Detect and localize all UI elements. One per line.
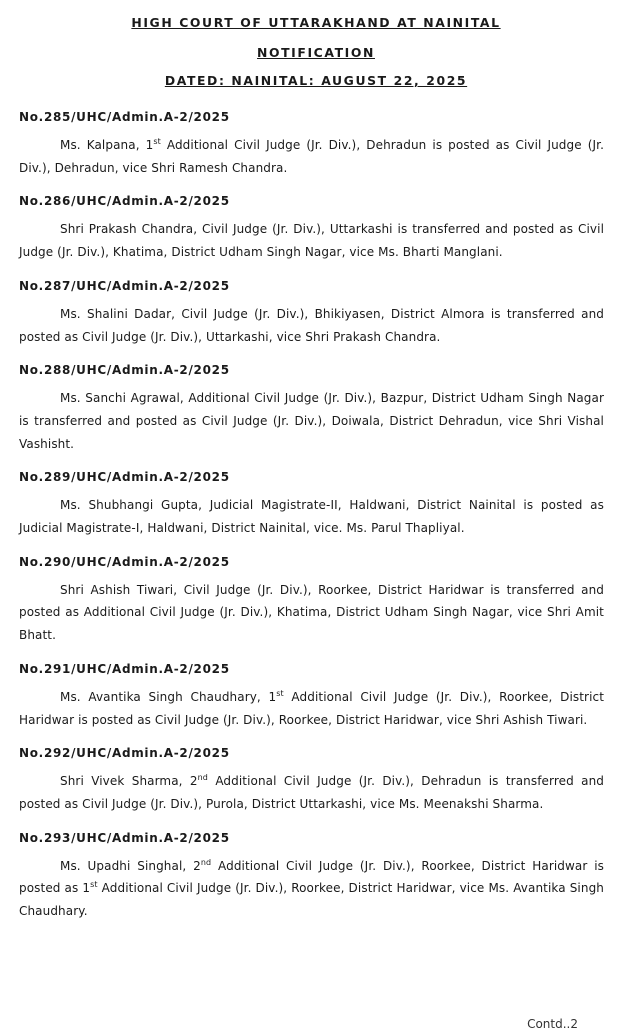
order-item	[19, 279, 604, 348]
order-number: No.288/UHC/Admin.A-2/2025	[19, 363, 230, 378]
order-text	[19, 494, 604, 539]
order-text	[19, 686, 604, 731]
order-number: No.293/UHC/Admin.A-2/2025	[19, 830, 230, 845]
order-item	[19, 831, 604, 923]
order-text-segment: Additional Civil Judge (Jr. Div.), Roorkee, District Haridwar is posted as 1	[19, 858, 604, 896]
order-text	[19, 579, 604, 647]
ordinal-suffix: st	[90, 880, 98, 890]
orders-list	[0, 88, 618, 923]
order-item	[19, 662, 604, 731]
order-text	[19, 134, 604, 179]
order-item	[19, 194, 604, 263]
order-text-segment: Shri Prakash Chandra, Civil Judge (Jr. Div.), Uttarkashi is transferred and posted as Civil Judge (Jr. Div.), Khatima, District Udham Singh Nagar, vice Ms. Bharti Manglani.	[19, 222, 604, 260]
ordinal-suffix: st	[153, 137, 161, 146]
notification-date: DATED: NAINITAL: AUGUST 22, 2025	[164, 73, 468, 88]
order-text	[19, 303, 604, 348]
order-text	[19, 855, 604, 923]
order-text-segment: Additional Civil Judge (Jr. Div.), Roorkee, District Haridwar, vice Ms. Avantika Singh Chaudhary.	[19, 881, 604, 919]
order-item	[19, 110, 604, 179]
order-number: No.291/UHC/Admin.A-2/2025	[19, 661, 230, 676]
ordinal-suffix: nd	[197, 773, 208, 783]
order-number: No.285/UHC/Admin.A-2/2025	[19, 110, 230, 124]
order-text-segment: Ms. Sanchi Agrawal, Additional Civil Judge (Jr. Div.), Bazpur, District Udham Singh Nagar is transferred and posted as Civil Judge (Jr. Div.), Doiwala, District Dehradun, vice Shri Vishal Vashisht.	[19, 391, 604, 451]
order-text-segment: Shri Vivek Sharma, 2	[60, 774, 198, 789]
order-text-segment: Ms. Avantika Singh Chaudhary, 1	[60, 689, 277, 704]
order-number: No.289/UHC/Admin.A-2/2025	[19, 470, 230, 485]
ordinal-suffix: st	[276, 688, 284, 698]
order-number: No.287/UHC/Admin.A-2/2025	[19, 278, 230, 293]
order-text-segment: Additional Civil Judge (Jr. Div.), Dehradun is transferred and posted as Civil Judge (Jr. Div.), Purola, District Uttarkashi, vice Ms. Meenakshi Sharma.	[19, 774, 604, 811]
order-text-segment: Ms. Shalini Dadar, Civil Judge (Jr. Div.), Bhikiyasen, District Almora is transferred and posted as Civil Judge (Jr. Div.), Uttarkashi, vice Shri Prakash Chandra.	[19, 306, 604, 344]
order-number: No.292/UHC/Admin.A-2/2025	[19, 746, 230, 761]
order-item	[19, 470, 604, 539]
order-text-segment: Shri Ashish Tiwari, Civil Judge (Jr. Div.), Roorkee, District Haridwar is transferred and posted as Additional Civil Judge (Jr. Div.), Khatima, District Udham Singh Nagar, vice Shri Amit Bhatt.	[19, 582, 604, 643]
order-text-segment: Ms. Upadhi Singhal, 2	[60, 858, 201, 873]
order-text-segment: Additional Civil Judge (Jr. Div.), Dehradun is posted as Civil Judge (Jr. Div.), Dehradun, vice Shri Ramesh Chandra.	[19, 138, 604, 175]
order-text	[19, 770, 604, 815]
order-item	[19, 746, 604, 815]
notification-title: NOTIFICATION	[257, 45, 375, 60]
page-continuation-marker: Contd..2	[527, 1017, 578, 1031]
order-item	[19, 363, 604, 455]
order-number: No.290/UHC/Admin.A-2/2025	[19, 554, 230, 569]
order-text-segment: Ms. Shubhangi Gupta, Judicial Magistrate-II, Haldwani, District Nainital is posted as Judicial Magistrate-I, Haldwani, District Nainital, vice. Ms. Parul Thapliyal.	[19, 498, 604, 536]
order-number: No.286/UHC/Admin.A-2/2025	[19, 194, 230, 209]
order-text-segment: Ms. Kalpana, 1	[60, 138, 154, 152]
order-item	[19, 555, 604, 647]
ordinal-suffix: nd	[200, 857, 212, 867]
order-text	[19, 387, 604, 455]
court-name-heading: HIGH COURT OF UTTARAKHAND AT NAINITAL	[131, 15, 501, 30]
order-text-segment: Additional Civil Judge (Jr. Div.), Roorkee, District Haridwar is posted as Civil Judge (Jr. Div.), Roorkee, District Haridwar, vice Shri Ashish Tiwari.	[19, 689, 605, 727]
order-text	[19, 218, 604, 263]
